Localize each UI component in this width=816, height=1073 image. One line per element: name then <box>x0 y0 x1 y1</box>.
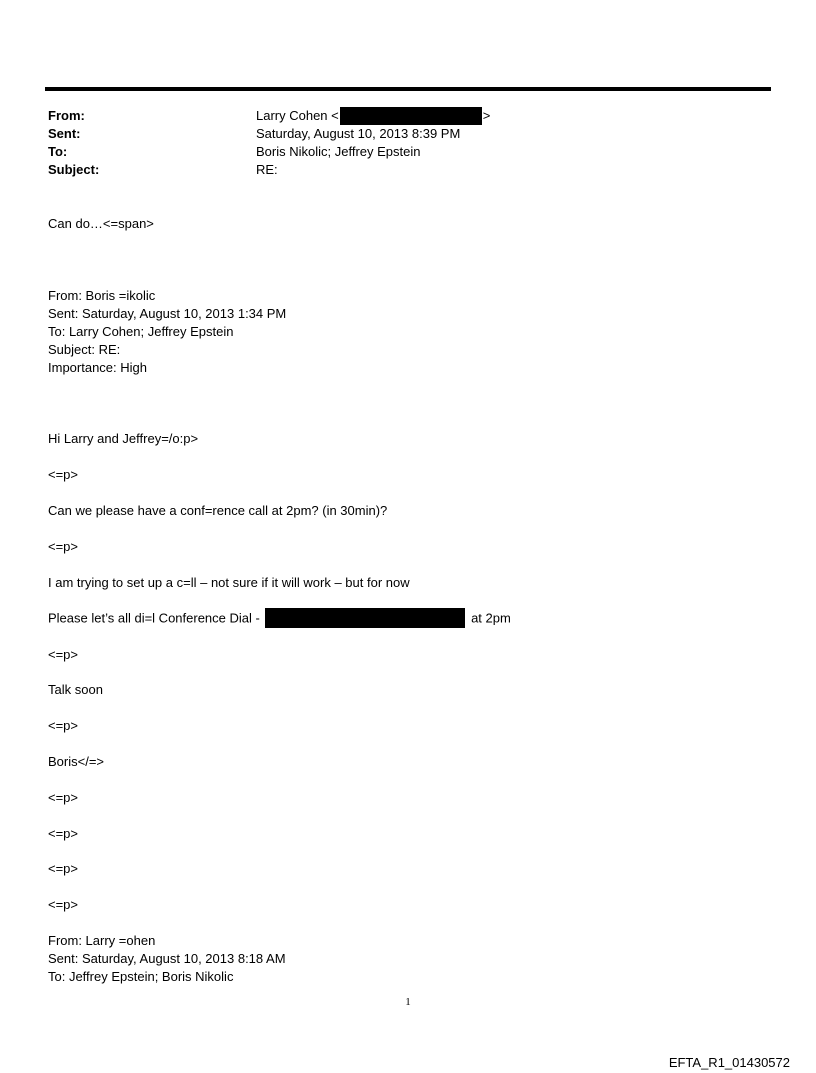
from-value <box>256 107 490 126</box>
quoted1-from: From: Boris =ikolic <box>48 288 156 303</box>
subject-label: Subject: <box>48 162 100 177</box>
quoted2-from: From: Larry =ohen <box>48 933 156 948</box>
dial-prefix: Please let’s all di=l Conference Dial - <box>48 610 264 626</box>
greeting-text: Hi Larry and Jeffrey=/o:p> <box>48 431 199 446</box>
dial-instruction <box>48 609 511 629</box>
paragraph-marker: <=p> <box>48 647 79 662</box>
to-value: Boris Nikolic; Jeffrey Epstein <box>256 144 421 159</box>
redacted-email <box>340 107 482 125</box>
paragraph-marker: <=p> <box>48 897 79 912</box>
to-row <box>48 143 748 161</box>
signature-text: Boris</=> <box>48 754 105 769</box>
sent-row <box>48 125 748 143</box>
dial-suffix: at 2pm <box>467 610 511 626</box>
paragraph-marker: <=p> <box>48 539 79 554</box>
to-label: To: <box>48 144 68 159</box>
talk-soon-text: Talk soon <box>48 682 103 697</box>
setup-call-text: I am trying to set up a c=ll – not sure if it will work – but for now <box>48 575 410 590</box>
from-close: > <box>482 108 491 123</box>
reply-text: Can do…<=span> <box>48 216 154 231</box>
quoted1-subject: Subject: RE: <box>48 342 121 357</box>
subject-row <box>48 161 748 179</box>
page-number: 1 <box>405 996 411 1008</box>
from-row <box>48 107 748 125</box>
sent-label: Sent: <box>48 126 81 141</box>
redacted-dial-number <box>265 608 465 628</box>
paragraph-marker: <=p> <box>48 861 79 876</box>
quoted2-sent: Sent: Saturday, August 10, 2013 8:18 AM <box>48 951 286 966</box>
conference-request-text: Can we please have a conf=rence call at 2pm? (in 30min)? <box>48 503 388 518</box>
sent-value: Saturday, August 10, 2013 8:39 PM <box>256 126 461 141</box>
paragraph-marker: <=p> <box>48 718 79 733</box>
paragraph-marker: <=p> <box>48 826 79 841</box>
document-id: EFTA_R1_01430572 <box>668 1055 790 1070</box>
subject-value: RE: <box>256 162 278 177</box>
quoted1-sent: Sent: Saturday, August 10, 2013 1:34 PM <box>48 306 287 321</box>
from-label: From: <box>48 108 85 123</box>
quoted1-to: To: Larry Cohen; Jeffrey Epstein <box>48 324 234 339</box>
quoted2-to: To: Jeffrey Epstein; Boris Nikolic <box>48 969 234 984</box>
quoted1-importance: Importance: High <box>48 360 147 375</box>
from-name: Larry Cohen < <box>256 108 339 123</box>
paragraph-marker: <=p> <box>48 790 79 805</box>
paragraph-marker: <=p> <box>48 467 79 482</box>
header-divider <box>45 87 771 91</box>
